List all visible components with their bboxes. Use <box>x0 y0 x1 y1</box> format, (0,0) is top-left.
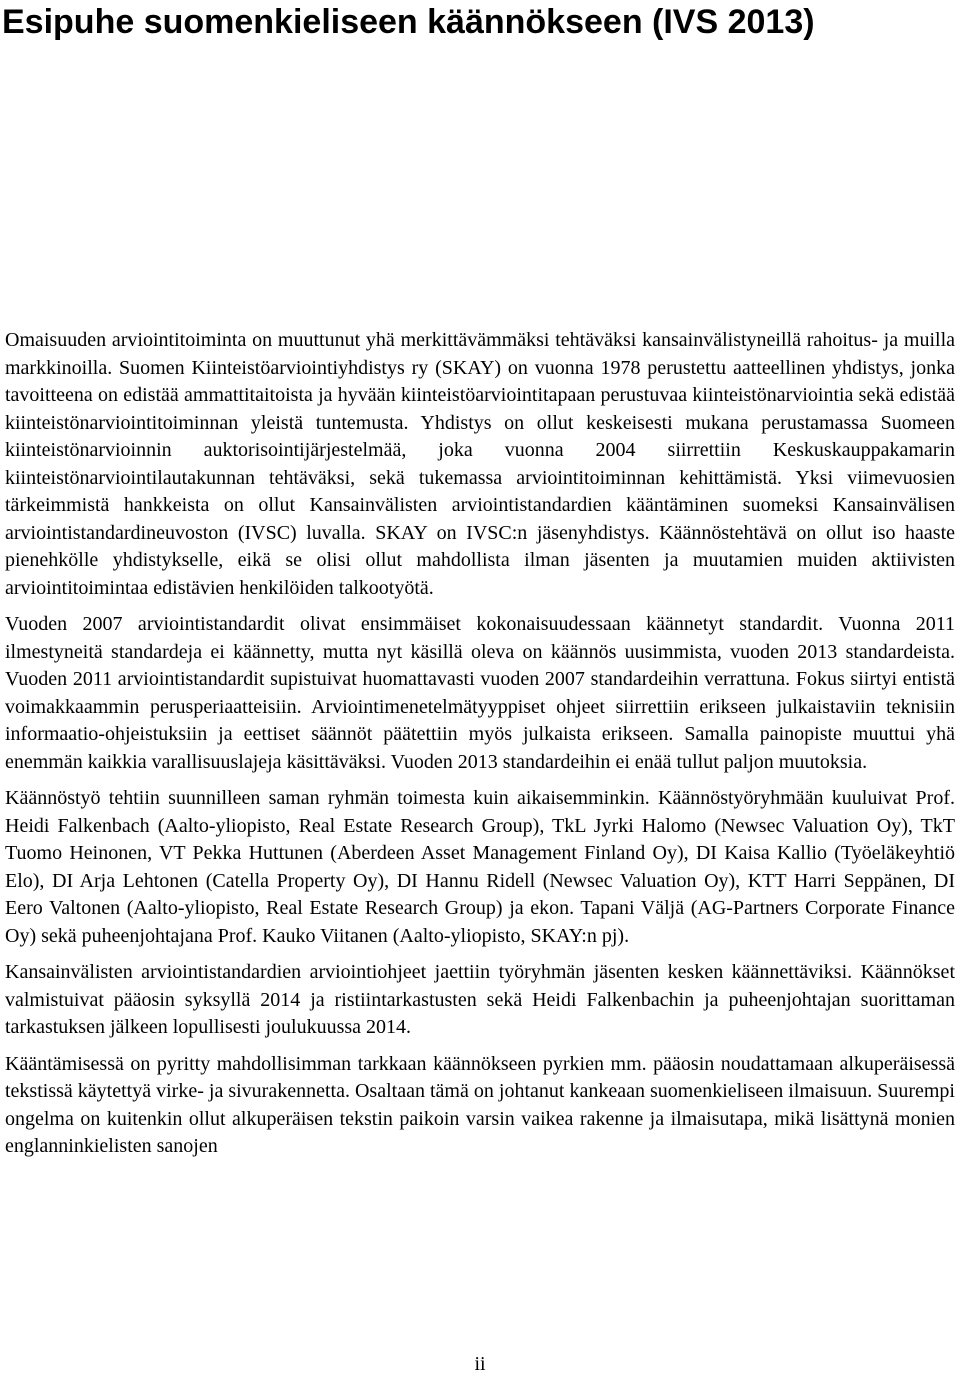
body-text <box>5 327 955 1170</box>
paragraph-translation-approach: Kääntämisessä on pyritty mahdollisimman tarkkaan käännökseen pyrkien mm. pääosin noudattamaan alkuperäisessä tekstissä käytettyä virke- ja sivurakennetta. Osaltaan tämä on johtanut kankeaan suomenkieliseen ilmaisuun. Suurempi ongelma on kuitenkin ollut alkuperäisen tekstin paikoin varsin vaikea rakenne ja ilmaisutapa, mikä lisättynä monien englanninkielisten sanojen <box>5 1052 955 1157</box>
page-title: Esipuhe suomenkieliseen käännökseen (IVS 2013) <box>2 3 815 41</box>
paragraph-standards-history: Vuoden 2007 arviointistandardit olivat ensimmäiset kokonaisuudessaan käännetyt standardit. Vuonna 2011 ilmestyneitä standardeja ei käännetty, mutta nyt käsillä oleva on käännös uusimmista, vuoden 2013 standardeista. Vuoden 2011 arviointistandardit supistuivat huomattavasti vuoden 2007 standardeihin verrattuna. Fokus siirtyi entistä voimakkaammin perusperiaatteisiin. Arviointimenetelmätyyppiset ohjeet siirrettiin erikseen julkaistaviin teknisiin informaatio-ohjeistuksiin ja eettiset säännöt päätettiin myös julkaista erikseen. Samalla painopiste muuttui yhä enemmän kaikkia varallisuuslajeja käsittäväksi. Vuoden 2013 standardeihin ei enää tullut paljon muutoksia. <box>5 613 955 773</box>
paragraph-translation-team: Käännöstyö tehtiin suunnilleen saman ryhmän toimesta kuin aikaisemminkin. Käännöstyöryhmään kuuluivat Prof. Heidi Falkenbach (Aalto-yliopisto, Real Estate Research Group), TkL Jyrki Halomo (Newsec Valuation Oy), TkT Tuomo Heinonen, VT Pekka Huttunen (Aberdeen Asset Management Finland Oy), DI Kaisa Kallio (Työeläkeyhtiö Elo), DI Arja Lehtonen (Catella Property Oy), DI Hannu Ridell (Newsec Valuation Oy), KTT Harri Seppänen, DI Eero Valtonen (Aalto-yliopisto, Real Estate Research Group) ja ekon. Tapani Väljä (AG-Partners Corporate Finance Oy) sekä puheenjohtajana Prof. Kauko Viitanen (Aalto-yliopisto, SKAY:n pj). <box>5 787 955 947</box>
paragraph-intro: Omaisuuden arviointitoiminta on muuttunut yhä merkittävämmäksi tehtäväksi kansainvälistyneillä rahoitus- ja muilla markkinoilla. Suomen Kiinteistöarviointiyhdistys ry (SKAY) on vuonna 1978 perustettu aatteellinen yhdistys, jonka tavoitteena on edistää ammattitaitoista ja hyvään kiinteistöarviointitapaan perustuvaa kiinteistönarviointia sekä edistää kiinteistönarviointitoiminnan yleistä tuntemusta. Yhdistys on ollut keskeisesti mukana perustamassa Suomeen kiinteistönarvioinnin auktorisointijärjestelmää, joka vuonna 2004 siirrettiin Keskuskauppakamarin kiinteistönarviointilautakunnan tehtäväksi, sekä tukemassa arviointitoiminnan kehittämistä. Yksi viimevuosien tärkeimmistä hankkeista on ollut Kansainvälisten arviointistandardien kääntäminen suomeksi Kansainvälisen arviointistandardineuvoston (IVSC) luvalla. SKAY on IVSC:n jäsenyhdistys. Käännöstehtävä on ollut iso haaste pienehkölle yhdistykselle, eikä se olisi ollut mahdollista ilman jäsenten ja muutamien muiden aktiivisten arviointitoimintaa edistävien henkilöiden talkootyötä. <box>5 329 955 599</box>
paragraph-translation-process: Kansainvälisten arviointistandardien arviointiohjeet jaettiin työryhmän jäsenten kesken käännettäviksi. Käännökset valmistuivat pääosin syksyllä 2014 ja ristiintarkastusten sekä Heidi Falkenbachin ja puheenjohtajan suorittaman tarkastuksen jälkeen lopullisesti joulukuussa 2014. <box>5 961 955 1038</box>
page-number: ii <box>474 1353 486 1375</box>
